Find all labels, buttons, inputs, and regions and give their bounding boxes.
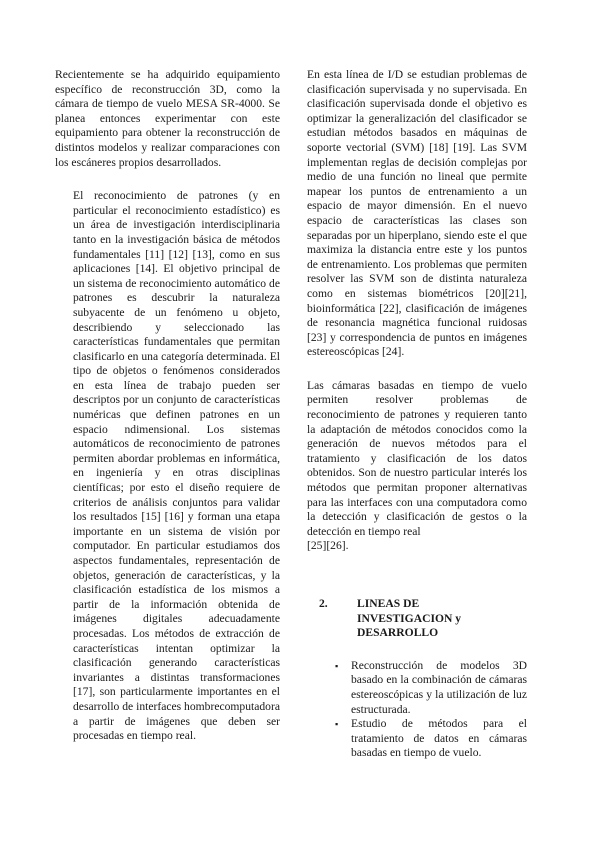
- list-item-text: Estudio de métodos para el tratamiento de datos en cámaras basadas en tiempo de vuelo.: [351, 717, 527, 760]
- tof-cameras-refs: [25][26].: [307, 539, 349, 553]
- classification-paragraph: En esta línea de I/D se estudian problemas de clasificación supervisada y no supervisada. En clasificación supervisada donde el objetivo es optimizar la generalización del clasificador se estudian métodos basados en máquinas de soporte vectorial (SVM) [18] [19]. Las SVM implementan reglas de decisión complejas por medio de una función no lineal que permite mapear los puntos de entrenamiento a un espacio de mayor dimensión. En el nuevo espacio de características las clases son separadas por un hiperplano, siendo este el que maximiza la distancia entre este y los puntos de entrenamiento. Los problemas que permiten resolver las SVM son de distinta naturaleza como en sistemas biométricos [20][21], bioinformática [22], clasificación de imágenes de resonancia magnética funcional ruidosas [23] y correspondencia de puntos en imágenes estereoscópicas [24].: [307, 68, 527, 359]
- section-heading: [307, 597, 527, 641]
- research-lines-list: [307, 659, 527, 761]
- section-title: LINEAS DE INVESTIGACION y DESARROLLO: [357, 597, 462, 640]
- intro-paragraph: Recientemente se ha adquirido equipamiento específico de reconstrucción 3D, como la cámara de tiempo de vuelo MESA SR-4000. Se planea entonces experimentar con este equipamiento para obtener la reconstrucción de distintos modelos y realizar comparaciones con los escáneres propios desarrollados.: [55, 68, 280, 169]
- list-item: [335, 659, 527, 717]
- tof-cameras-paragraph: [307, 379, 527, 554]
- pattern-recognition-paragraph: El reconocimiento de patrones (y en particular el reconocimiento estadístico) es un área de investigación interdisciplinaria tanto en la investigación básica de métodos fundamentales [11] [12] [13], como en sus aplicaciones [14]. El objetivo principal de un sistema de reconocimiento automático de patrones es descubrir la naturaleza subyacente de un fenómeno u objeto, describiendo y seleccionado las características fundamentales que permitan clasificarlo en una categoría determinada. El tipo de objetos o fenómenos considerados en esta línea de trabajo pueden ser descriptos por un conjunto de características numéricas que definen patrones en un espacio ndimensional. Los sistemas automáticos de reconocimiento de patrones permiten abordar problemas en informática, en ingeniería y en otras disciplinas científicas; por esto el diseño requiere de criterios de análisis conjuntos para validar los resultados [15] [16] y forman una etapa importante en un sistema de visión por computador. En particular estudiamos dos aspectos fundamentales, representación de objetos, generación de características, y la clasificación estadística de los mismos a partir de la información obtenida de imágenes digitales adecuadamente procesadas. Los métodos de extracción de características intentan optimizar la clasificación generando características invariantes a distintas transformaciones [17], son particularmente importantes en el desarrollo de interfaces hombrecomputadora a partir de imágenes que deben ser procesadas en tiempo real.: [73, 189, 280, 743]
- left-column: [55, 68, 280, 744]
- list-item: [335, 717, 527, 761]
- section-number: 2.: [319, 597, 328, 610]
- list-item-text: Reconstrucción de modelos 3D basado en la combinación de cámaras estereoscópicas y la utilización de luz estructurada.: [351, 658, 527, 716]
- right-column: [307, 68, 527, 761]
- square-bullet-icon: ▪: [335, 660, 339, 671]
- square-bullet-icon: ▪: [335, 719, 339, 730]
- tof-cameras-text: Las cámaras basadas en tiempo de vuelo permiten resolver problemas de reconocimiento de patrones y requieren tanto la adaptación de métodos conocidos como la generación de nuevos métodos para el tratamiento y clasificación de los datos obtenidos. Son de nuestro particular interés los métodos que permitan proponer alternativas para las interfaces con una computadora como la detección y clasificación de gestos o la detección en tiempo real: [307, 378, 527, 538]
